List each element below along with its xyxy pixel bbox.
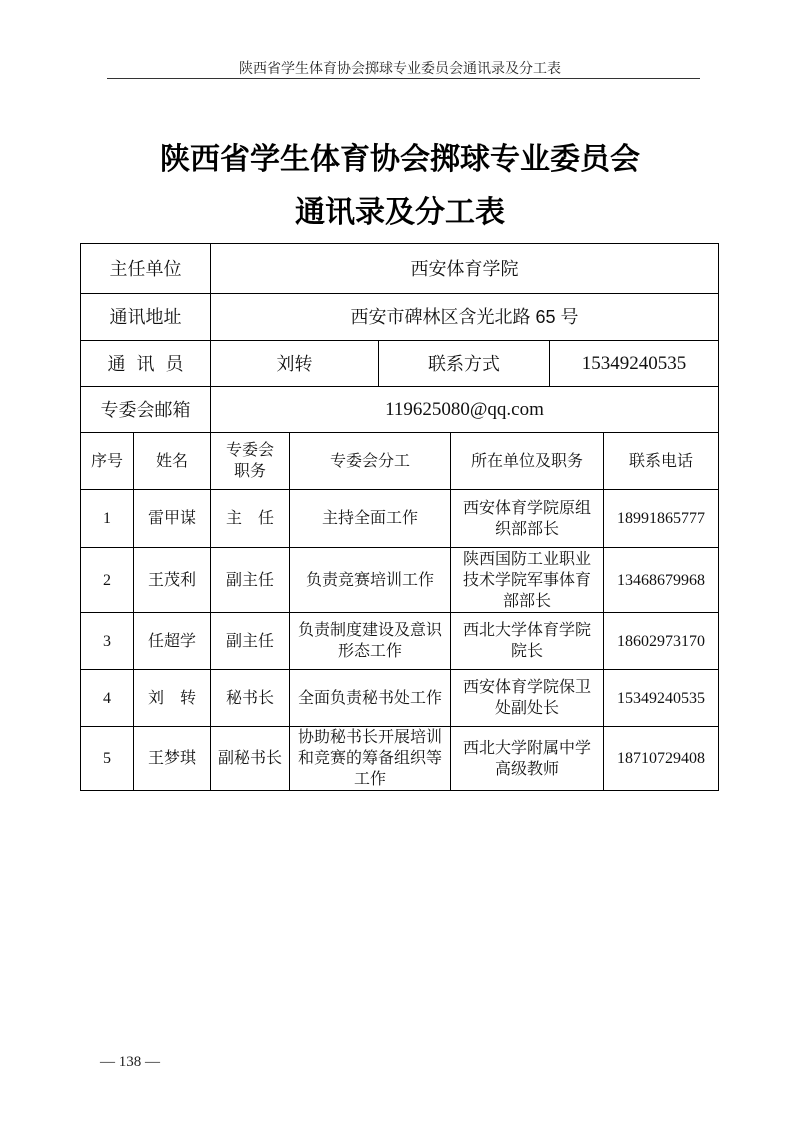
cell-name: 任超学	[134, 613, 211, 670]
cell-unit: 西安体育学院保卫处副处长	[451, 670, 604, 727]
cell-position: 主 任	[211, 490, 290, 548]
contact-value: 15349240535	[550, 341, 719, 387]
header-no: 序号	[81, 433, 134, 490]
running-header: 陕西省学生体育协会掷球专业委员会通讯录及分工表	[239, 60, 561, 76]
document-title-line-1: 陕西省学生体育协会掷球专业委员会	[160, 143, 640, 176]
document-title-line-2: 通讯录及分工表	[295, 196, 505, 229]
header-phone: 联系电话	[604, 433, 719, 490]
cell-duty: 协助秘书长开展培训和竞赛的筹备组织等工作	[290, 727, 451, 791]
correspondent-value: 刘转	[211, 341, 379, 387]
cell-duty: 负责竞赛培训工作	[290, 548, 451, 613]
host-unit-label: 主任单位	[81, 244, 211, 294]
table-row	[81, 670, 719, 727]
header-name: 姓名	[134, 433, 211, 490]
cell-position: 副主任	[211, 613, 290, 670]
cell-phone: 15349240535	[604, 670, 719, 727]
table-row	[81, 727, 719, 791]
cell-position: 副秘书长	[211, 727, 290, 791]
table-row	[81, 613, 719, 670]
cell-name: 刘 转	[134, 670, 211, 727]
cell-unit: 陕西国防工业职业技术学院军事体育部部长	[451, 548, 604, 613]
correspondent-label: 通 讯 员	[81, 341, 211, 387]
cell-duty: 全面负责秘书处工作	[290, 670, 451, 727]
header-rule	[107, 78, 700, 79]
cell-position: 秘书长	[211, 670, 290, 727]
cell-name: 王茂利	[134, 548, 211, 613]
page-number: — 138 —	[100, 1054, 160, 1070]
cell-name: 王梦琪	[134, 727, 211, 791]
cell-no: 1	[81, 490, 134, 548]
cell-phone: 18602973170	[604, 613, 719, 670]
cell-unit: 西北大学附属中学高级教师	[451, 727, 604, 791]
host-unit-value: 西安体育学院	[211, 244, 719, 294]
cell-no: 3	[81, 613, 134, 670]
cell-phone: 18710729408	[604, 727, 719, 791]
cell-duty: 主持全面工作	[290, 490, 451, 548]
header-duty: 专委会分工	[290, 433, 451, 490]
cell-name: 雷甲谋	[134, 490, 211, 548]
roster-table	[80, 243, 719, 791]
host-unit-row	[81, 244, 719, 294]
cell-no: 4	[81, 670, 134, 727]
cell-no: 2	[81, 548, 134, 613]
email-row	[81, 387, 719, 433]
address-label: 通讯地址	[81, 294, 211, 341]
header-position: 专委会职务	[211, 433, 290, 490]
email-label: 专委会邮箱	[81, 387, 211, 433]
email-value: 119625080@qq.com	[211, 387, 719, 433]
member-table-header	[81, 433, 719, 490]
contact-label: 联系方式	[379, 341, 550, 387]
address-row	[81, 294, 719, 341]
cell-phone: 18991865777	[604, 490, 719, 548]
cell-phone: 13468679968	[604, 548, 719, 613]
cell-position: 副主任	[211, 548, 290, 613]
cell-duty: 负责制度建设及意识形态工作	[290, 613, 451, 670]
cell-unit: 西北大学体育学院院长	[451, 613, 604, 670]
address-value: 西安市碑林区含光北路 65 号	[211, 294, 719, 341]
table-row	[81, 490, 719, 548]
header-unit: 所在单位及职务	[451, 433, 604, 490]
cell-unit: 西安体育学院原组织部部长	[451, 490, 604, 548]
table-row	[81, 548, 719, 613]
correspondent-row	[81, 341, 719, 387]
cell-no: 5	[81, 727, 134, 791]
